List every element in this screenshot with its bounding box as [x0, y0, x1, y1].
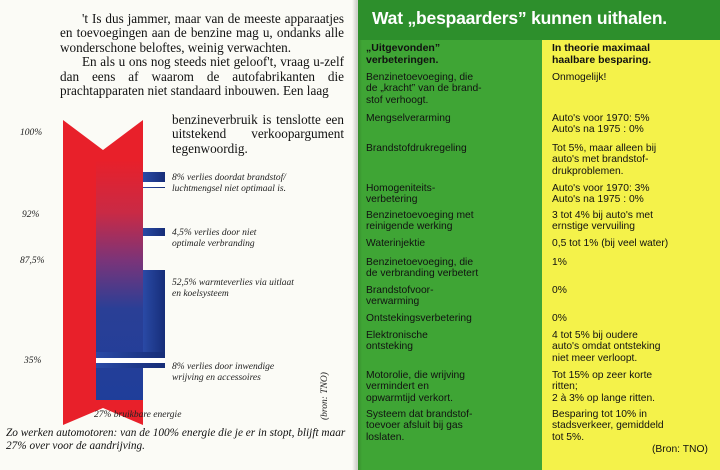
saving-value: Auto's voor 1970: 5% Auto's na 1975 : 0%: [552, 113, 650, 136]
improvement-name: Mengselverarming: [366, 113, 451, 124]
loss-label-combustion: 4,5% verlies door niet optimale verbranding: [172, 228, 257, 249]
table-title-bar: [358, 0, 720, 40]
saving-value: 1%: [552, 257, 567, 268]
improvement-name: Brandstofdrukregeling: [366, 143, 467, 154]
improvement-name: Elektronische ontsteking: [366, 330, 428, 353]
loss-stream-combustion-band: [143, 236, 165, 240]
improvement-name: Homogeniteits- verbetering: [366, 183, 436, 206]
intro-paragraph-1: 't Is dus jammer, maar van de meeste apparaatjes en toevoegingen aan de benzine mag u, ondanks alle wonderschone beloftes, weinig verwachten.: [60, 11, 344, 55]
improvement-name: Motorolie, die wrijving vermindert en opwarmtijd verkort.: [366, 370, 466, 404]
saving-value: 0%: [552, 285, 567, 296]
loss-label-fuel-mix: 8% verlies doordat brandstof/ luchtmengsel niet optimaal is.: [172, 173, 286, 194]
loss-stream-heat: [143, 270, 165, 355]
percent-label-35: 35%: [24, 356, 42, 366]
percent-label-100: 100%: [20, 128, 43, 138]
improvement-name: Ontstekingsverbetering: [366, 313, 472, 324]
loss-label-heat: 52,5% warmteverlies via uitlaat en koelsysteem: [172, 278, 294, 299]
percent-label-92: 92%: [22, 210, 40, 220]
saving-value: Besparing tot 10% in stadsverkeer, gemiddeld tot 5%.: [552, 409, 664, 443]
table-source: (Bron: TNO): [652, 444, 708, 455]
improvement-name: Systeem dat brandstof- toevoer afsluit bij gas loslaten.: [366, 409, 473, 443]
saving-value: 0,5 tot 1% (bij veel water): [552, 238, 669, 249]
improvement-name: Brandstofvoor- verwarming: [366, 285, 434, 308]
loss-stream-friction-band: [96, 358, 165, 363]
useful-energy-label: 27% bruikbare energie: [94, 410, 182, 420]
saving-value: Auto's voor 1970: 3% Auto's na 1975 : 0%: [552, 183, 650, 206]
saving-value: Tot 15% op zeer korte ritten; 2 à 3% op lange ritten.: [552, 370, 656, 404]
saving-value: Onmogelijk!: [552, 72, 607, 83]
improvement-name: Waterinjektie: [366, 238, 426, 249]
diagram-source: (bron: TNO): [320, 372, 330, 420]
table-title: Wat „bespaarders” kunnen uithalen.: [372, 8, 667, 28]
saving-value: Tot 5%, maar alleen bij auto's met brandstof- drukproblemen.: [552, 143, 657, 177]
improvement-name: Benzinetoevoeging met reinigende werking: [366, 210, 474, 233]
loss-stream-fuel-mix-band: [143, 182, 165, 187]
intro-paragraph-2-continued: benzineverbruik is tenslotte een uitstekend verkoopargument tegenwoordig.: [172, 112, 344, 156]
column-header-savings: In theorie maximaal haalbare besparing.: [552, 42, 652, 66]
saving-value: 0%: [552, 313, 567, 324]
saving-value: 4 tot 5% bij oudere auto's omdat ontsteking niet meer verloopt.: [552, 330, 661, 364]
loss-label-friction: 8% verlies door inwendige wrijving en accessoires: [172, 362, 275, 383]
column-header-improvements: „Uitgevonden” verbeteringen.: [366, 42, 441, 66]
improvement-name: Benzinetoevoeging, die de „kracht” van de brand- stof verhoogt.: [366, 72, 482, 106]
saving-value: 3 tot 4% bij auto's met ernstige vervuiling: [552, 210, 653, 233]
diagram-caption: Zo werken automotoren: van de 100% energie die je er in stopt, blijft maar 27% over voor de aandrijving.: [6, 427, 346, 452]
intro-paragraph-2: En als u ons nog steeds niet geloof't, vraag u-zelf dan eens af waarom de autofabrikanten die prachtapparaten niet standaard inbouwen. Een laag: [60, 54, 344, 99]
improvement-name: Benzinetoevoeging, die de verbranding verbetert: [366, 257, 479, 280]
percent-label-87-5: 87,5%: [20, 256, 45, 266]
